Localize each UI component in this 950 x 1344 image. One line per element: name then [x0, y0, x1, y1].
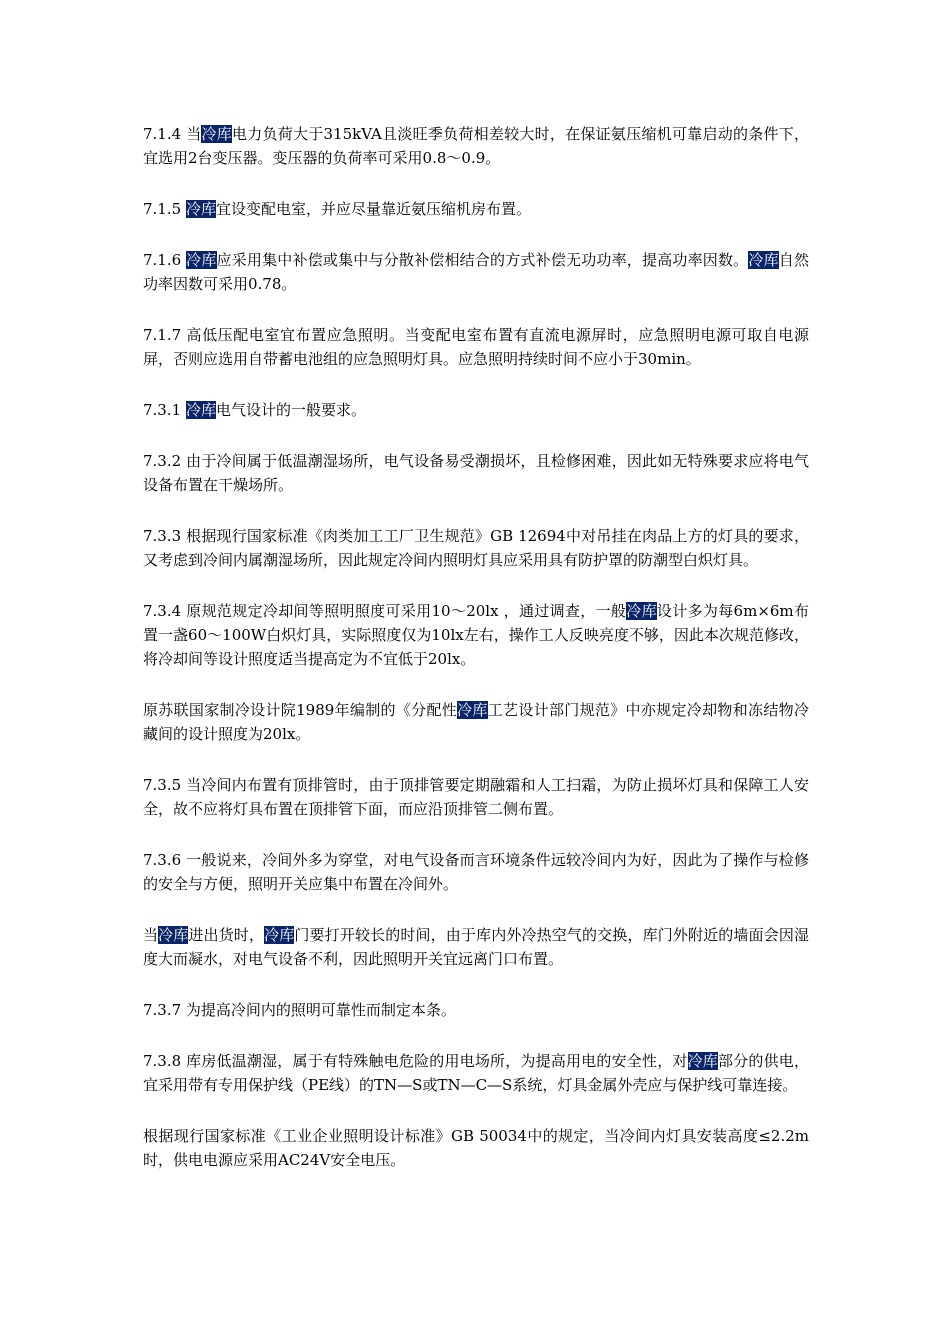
paragraph-text: 门要打开较长的时间，由于库内外冷热空气的交换，库门外附近的墙面会因湿度大而凝水，对电气设备不利，因此照明开关宜远离门口布置。 [143, 926, 809, 968]
paragraph [143, 848, 809, 896]
highlighted-term: 冷库 [626, 602, 657, 620]
paragraph-text: 自然功率因数可采用0.78。 [143, 251, 809, 293]
paragraph-text: 7.3.2 由于冷间属于低温潮湿场所，电气设备易受潮损坏，且检修困难，因此如无特殊要求应将电气设备布置在干燥场所。 [143, 452, 809, 494]
paragraph-text: 部分的供电，宜采用带有专用保护线（PE线）的TN—S或TN—C—S系统，灯具金属外壳应与保护线可靠连接。 [143, 1052, 809, 1094]
highlighted-term: 冷库 [185, 401, 216, 419]
paragraph [143, 998, 809, 1022]
paragraph-text: 进出货时， [188, 926, 265, 944]
highlighted-term: 冷库 [185, 200, 216, 218]
paragraph-text: 设计多为每6m×6m布置一盏60～100W白炽灯具，实际照度仅为10lx左右，操作工人反映亮度不够，因此本次规范修改，将冷却间等设计照度适当提高定为不宜低于20lx。 [143, 602, 809, 668]
paragraph-text: 7.3.3 根据现行国家标准《肉类加工工厂卫生规范》GB 12694中对吊挂在肉品上方的灯具的要求，又考虑到冷间内属潮湿场所，因此规定冷间内照明灯具应采用具有防护罩的防潮型白炽灯具。 [143, 527, 809, 569]
paragraph [143, 524, 809, 572]
paragraph [143, 398, 809, 422]
paragraph-text: 7.1.7 高低压配电室宜布置应急照明。当变配电室布置有直流电源屏时，应急照明电源可取自电源屏，否则应选用自带蓄电池组的应急照明灯具。应急照明持续时间不应小于30min。 [143, 326, 809, 368]
paragraph [143, 599, 809, 671]
highlighted-term: 冷库 [457, 701, 488, 719]
highlighted-term: 冷库 [186, 251, 217, 269]
paragraph-text: 7.3.7 为提高冷间内的照明可靠性而制定本条。 [143, 1001, 456, 1019]
paragraph-text: 原苏联国家制冷设计院1989年编制的《分配性 [143, 701, 458, 719]
paragraph-text: 应采用集中补偿或集中与分散补偿相结合的方式补偿无功功率，提高功率因数。 [216, 251, 749, 269]
paragraph-text: 当 [143, 926, 159, 944]
highlighted-term: 冷库 [201, 125, 232, 143]
paragraph-text: 7.3.8 库房低温潮湿，属于有特殊触电危险的用电场所，为提高用电的安全性，对 [143, 1052, 688, 1070]
highlighted-term: 冷库 [264, 926, 295, 944]
paragraph [143, 923, 809, 971]
paragraph [143, 449, 809, 497]
paragraph [143, 122, 809, 170]
highlighted-term: 冷库 [748, 251, 779, 269]
paragraph [143, 323, 809, 371]
paragraph [143, 1124, 809, 1172]
paragraph [143, 197, 809, 221]
paragraph-text: 宜设变配电室，并应尽量靠近氨压缩机房布置。 [215, 200, 531, 218]
paragraph [143, 1049, 809, 1097]
paragraph-text: 根据现行国家标准《工业企业照明设计标准》GB 50034中的规定，当冷间内灯具安装高度≤2.2m时，供电电源应采用AC24V安全电压。 [143, 1127, 809, 1169]
paragraph-text: 7.3.4 原规范规定冷却间等照明照度可采用10～20lx ，通过调查，一般 [143, 602, 627, 620]
highlighted-term: 冷库 [158, 926, 189, 944]
paragraph-text: 7.3.1 [143, 401, 186, 419]
paragraph [143, 248, 809, 296]
paragraph [143, 698, 809, 746]
paragraph-text: 7.1.4 当 [143, 125, 202, 143]
paragraph-text: 电气设计的一般要求。 [215, 401, 366, 419]
highlighted-term: 冷库 [687, 1052, 718, 1070]
paragraph-text: 工艺设计部门规范》中亦规定冷却物和冻结物冷藏间的设计照度为20lx。 [143, 701, 809, 743]
paragraph-text: 电力负荷大于315kVA且淡旺季负荷相差较大时，在保证氨压缩机可靠启动的条件下，宜选用2台变压器。变压器的负荷率可采用0.8～0.9。 [143, 125, 809, 167]
paragraph-text: 7.1.6 [143, 251, 187, 269]
paragraph [143, 773, 809, 821]
paragraph-text: 7.3.5 当冷间内布置有顶排管时，由于顶排管要定期融霜和人工扫霜，为防止损坏灯具和保障工人安全，故不应将灯具布置在顶排管下面，而应沿顶排管二侧布置。 [143, 776, 809, 818]
paragraph-text: 7.1.5 [143, 200, 186, 218]
document-body [143, 122, 809, 1199]
paragraph-text: 7.3.6 一般说来，冷间外多为穿堂，对电气设备而言环境条件远较冷间内为好，因此为了操作与检修的安全与方便，照明开关应集中布置在冷间外。 [143, 851, 809, 893]
